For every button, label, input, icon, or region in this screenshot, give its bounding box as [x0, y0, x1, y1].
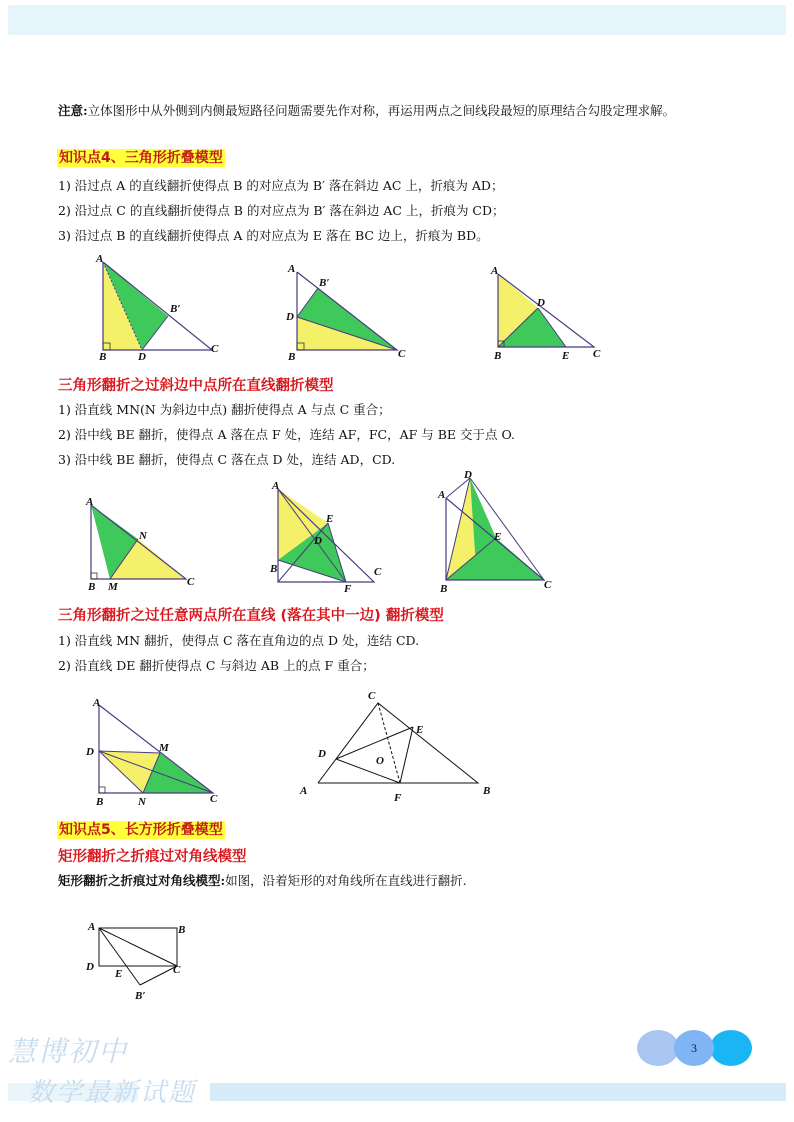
fig5-label-b: B	[270, 563, 278, 575]
sub2-item-2: 2) 沿直线 DE 翻折使得点 C 与斜边 AB 上的点 F 重合；	[58, 658, 375, 673]
sec4-item-1: 1) 沿过点 A 的直线翻折使得点 B 的对应点为 B′ 落在斜边 AC 上，折痕为 AD；	[58, 178, 504, 193]
figure-fold-bd	[486, 262, 616, 368]
page-circle-right	[710, 1030, 752, 1066]
fig5-label-c: C	[374, 566, 382, 578]
footer-band	[210, 1083, 786, 1101]
figure-fold-cd	[282, 262, 412, 368]
subsection-rectangle-title: 矩形翻折之折痕过对角线模型	[58, 849, 247, 865]
fig9-label-c: C	[173, 964, 181, 976]
fig4-label-b: B	[88, 581, 96, 593]
figure-rectangle-fold	[82, 918, 192, 1006]
page-number: 3	[691, 1041, 697, 1055]
fig1-label-bp: B′	[170, 303, 181, 315]
fig1-label-d: D	[138, 351, 146, 363]
fig6-label-b: B	[440, 583, 448, 595]
figure-fold-de-cf	[296, 683, 501, 808]
fig7-label-d: D	[86, 746, 94, 758]
figure-fold-be-af	[268, 480, 393, 595]
fig2-label-b: B	[288, 351, 296, 363]
sec4-item-2: 2) 沿过点 C 的直线翻折使得点 B 的对应点为 B′ 落在斜边 AC 上，折痕为 CD；	[58, 203, 505, 218]
fig5-label-o: D	[314, 535, 322, 547]
fig2-label-a: A	[288, 263, 296, 275]
sub3-text: 如图，沿着矩形的对角线所在直线进行翻折.	[225, 873, 467, 888]
fig2-label-bp: B′	[319, 277, 330, 289]
fig7-label-n: N	[138, 796, 146, 808]
watermark-line-1: 慧博初中	[8, 1035, 129, 1068]
sub2-item-1: 1) 沿直线 MN 翻折，使得点 C 落在直角边的点 D 处，连结 CD.	[58, 633, 420, 648]
page-circle-left	[637, 1030, 679, 1066]
fig7-label-m: M	[159, 742, 169, 754]
fig1-label-b: B	[99, 351, 107, 363]
figure-fold-ad	[92, 252, 232, 364]
fig6-label-a: A	[438, 489, 446, 501]
sub3-paragraph	[58, 871, 467, 889]
fig8-label-f: F	[394, 792, 402, 804]
fig3-label-b: B	[494, 350, 502, 362]
section-5-title: 知识点5、长方形折叠模型	[59, 822, 223, 838]
fig9-label-b: B	[178, 924, 186, 936]
fig7-label-c: C	[210, 793, 218, 805]
fig5-label-a: A	[272, 480, 280, 492]
figure-fold-mn	[84, 495, 209, 595]
fig9-label-e: E	[115, 968, 123, 980]
note-label: 注意:	[58, 103, 88, 118]
fig4-label-c: C	[187, 576, 195, 588]
figure-fold-mn-cd	[80, 695, 225, 810]
fig8-label-a: A	[300, 785, 308, 797]
fig9-label-a: A	[88, 921, 96, 933]
fig8-label-o: O	[376, 755, 384, 767]
fig8-label-e: E	[416, 724, 424, 736]
fig7-label-a: A	[93, 697, 101, 709]
fig3-label-d: D	[537, 297, 545, 309]
fig8-label-b: B	[483, 785, 491, 797]
fig8-label-d: D	[318, 748, 326, 760]
fig1-label-a: A	[96, 253, 104, 265]
sub1-item-1: 1) 沿直线 MN(N 为斜边中点) 翻折使得点 A 与点 C 重合；	[58, 402, 391, 417]
fig1-label-c: C	[211, 343, 219, 355]
note-paragraph	[58, 101, 738, 121]
note-text: 立体图形中从外侧到内侧最短路径问题需要先作对称，再运用两点之间线段最短的原理结合勾股定理求解。	[87, 103, 676, 118]
fig8-label-c: C	[368, 690, 376, 702]
fig6-label-c: C	[544, 579, 552, 591]
fig7-label-b: B	[96, 796, 104, 808]
fig3-label-c: C	[593, 348, 601, 360]
fig6-label-e: E	[494, 531, 502, 543]
sec4-item-3: 3) 沿过点 B 的直线翻折使得点 A 的对应点为 E 落在 BC 边上，折痕为 BD。	[58, 228, 489, 243]
section-4-title: 知识点4、三角形折叠模型	[59, 150, 223, 166]
fig3-label-a: A	[491, 265, 499, 277]
fig5-label-f: F	[344, 583, 352, 595]
sub1-item-3: 3) 沿中线 BE 翻折，使得点 C 落在点 D 处，连结 AD，CD.	[58, 452, 396, 467]
fig3-label-e: E	[562, 350, 570, 362]
fig2-label-d: D	[286, 311, 294, 323]
fig4-label-a: A	[86, 496, 94, 508]
fig2-label-c: C	[398, 348, 406, 360]
fig4-label-m: M	[108, 581, 118, 593]
figure-fold-be-cd	[430, 470, 560, 598]
sub1-item-2: 2) 沿中线 BE 翻折，使得点 A 落在点 F 处，连结 AF，FC，AF 与 BE 交于点 O.	[58, 427, 515, 442]
subsection-midpoint-title: 三角形翻折之过斜边中点所在直线翻折模型	[58, 378, 334, 394]
fig6-label-d: D	[464, 470, 472, 481]
watermark-line-2: 数学最新试题	[28, 1078, 197, 1108]
sub3-label: 矩形翻折之折痕过对角线模型:	[58, 873, 226, 888]
subsection-arbitrary-title: 三角形翻折之过任意两点所在直线 (落在其中一边) 翻折模型	[58, 608, 444, 624]
fig9-label-bp: B′	[135, 990, 146, 1002]
fig5-label-e: E	[326, 513, 334, 525]
fig4-label-n: N	[139, 530, 147, 542]
header-band	[8, 5, 786, 35]
fig9-label-d: D	[86, 961, 94, 973]
